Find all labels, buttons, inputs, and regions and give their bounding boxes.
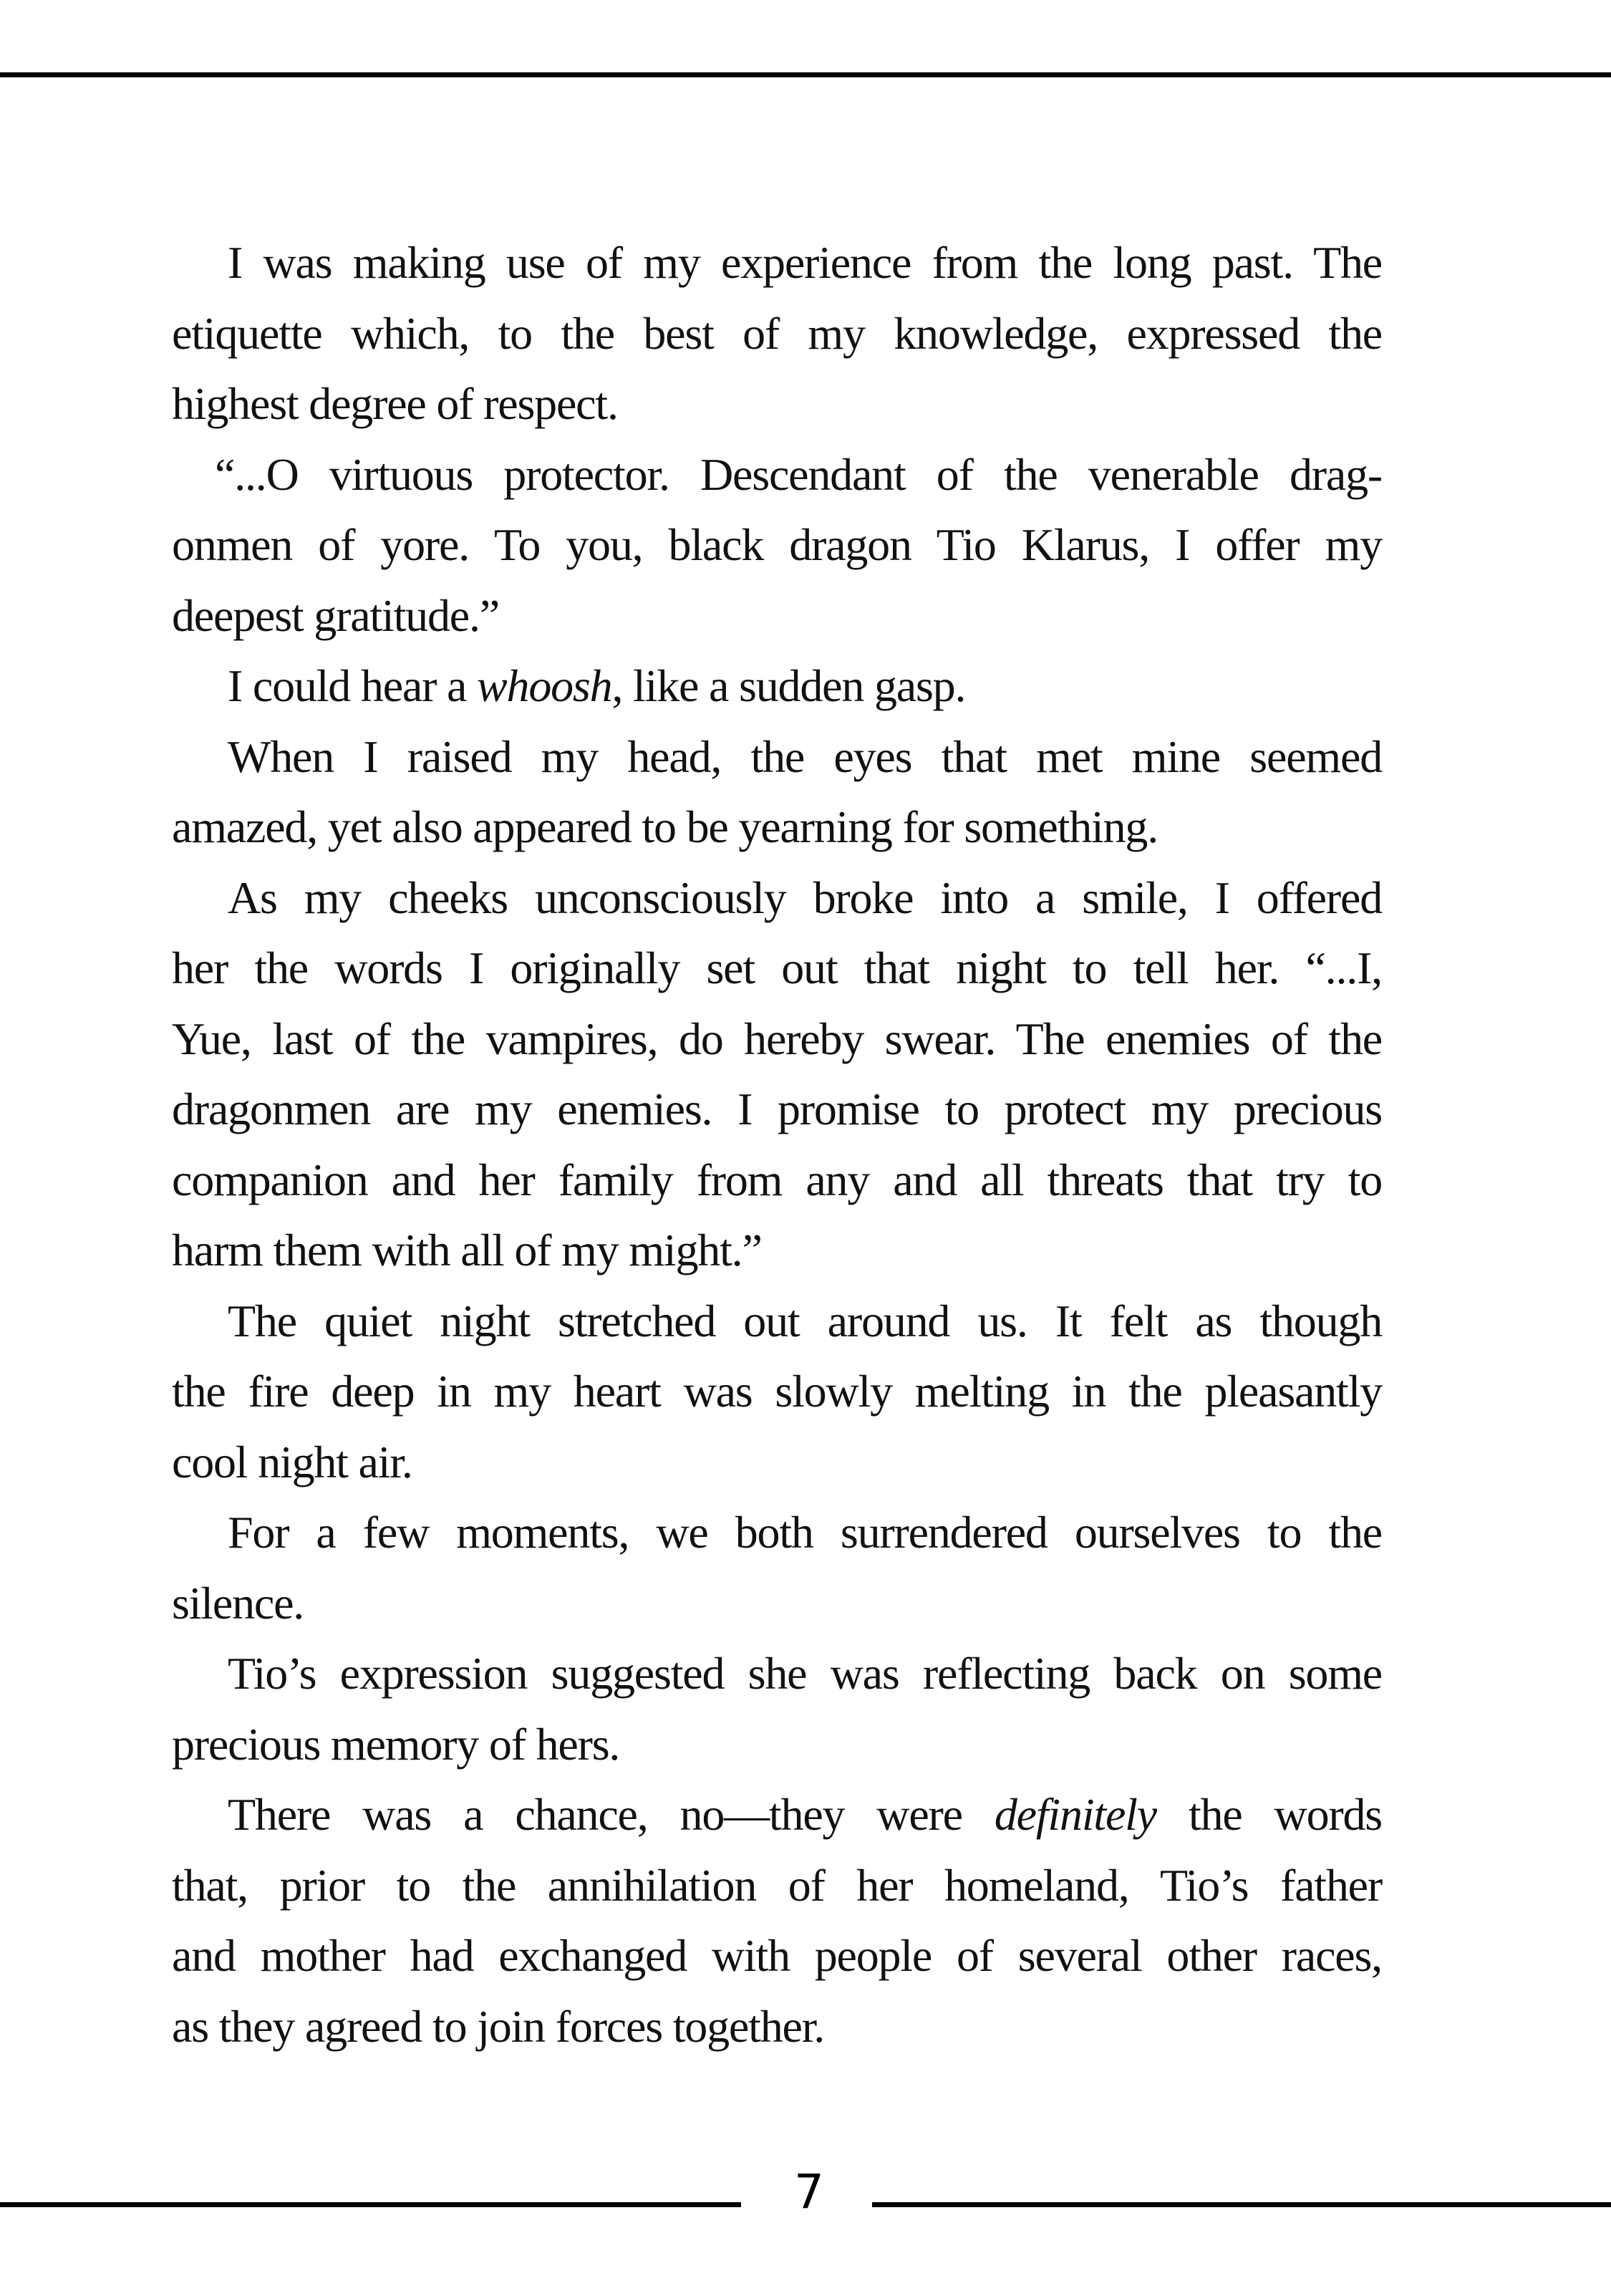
text-line: As my cheeks unconsciously broke into a smile, I offered bbox=[228, 872, 1382, 923]
header-rule bbox=[0, 72, 1611, 77]
text-line: Tio’s expression suggested she was reflecting back on some bbox=[228, 1648, 1382, 1699]
text-line: harm them with all of my might.” bbox=[172, 1225, 762, 1275]
text-line: The quiet night stretched out around us. It felt as though bbox=[228, 1295, 1382, 1346]
text-line: precious memory of hers. bbox=[172, 1718, 620, 1770]
text-line: I was making use of my experience from the long past. The bbox=[228, 237, 1382, 288]
text-line: as they agreed to join forces together. bbox=[172, 2000, 825, 2052]
text-line: For a few moments, we both surrendered ourselves to the bbox=[228, 1507, 1382, 1558]
page-number: 7 bbox=[794, 2164, 824, 2219]
text-segment: , like a sudden gasp. bbox=[611, 660, 966, 711]
text-line bbox=[172, 651, 1382, 722]
text-line: etiquette which, to the best of my knowledge, expressed the bbox=[172, 307, 1382, 359]
text-line: When I raised my head, the eyes that met mine seemed bbox=[228, 730, 1382, 782]
text-line: the fire deep in my heart was slowly melting in the pleasantly bbox=[172, 1366, 1382, 1417]
footer-rule-left bbox=[0, 2202, 741, 2207]
text-line: dragonmen are my enemies. I promise to protect my precious bbox=[172, 1084, 1382, 1134]
text-segment: I could hear a bbox=[228, 660, 478, 711]
text-line: cool night air. bbox=[172, 1436, 412, 1487]
text-line bbox=[172, 1780, 1382, 1851]
text-line: and mother had exchanged with people of several other races, bbox=[172, 1930, 1382, 1981]
text-line: amazed, yet also appeared to be yearning for something. bbox=[172, 801, 1158, 852]
text-line: “...O virtuous protector. Descendant of the venerable drag- bbox=[215, 448, 1382, 500]
text-line: highest degree of respect. bbox=[172, 378, 618, 429]
body-text bbox=[172, 228, 1382, 2062]
emphasized-word: definitely bbox=[994, 1789, 1156, 1840]
text-line: her the words I originally set out that night to tell her. “...I, bbox=[172, 942, 1382, 993]
text-line: deepest gratitude.” bbox=[172, 589, 499, 641]
emphasized-word: whoosh bbox=[477, 660, 612, 711]
text-line: silence. bbox=[172, 1577, 304, 1629]
footer-rule-right bbox=[872, 2202, 1611, 2207]
text-segment: There was a chance, no—they were bbox=[228, 1789, 995, 1840]
text-line: that, prior to the annihilation of her homeland, Tio’s father bbox=[172, 1859, 1382, 1911]
text-segment: the words bbox=[1156, 1789, 1382, 1840]
text-line: onmen of yore. To you, black dragon Tio Klarus, I offer my bbox=[172, 519, 1382, 570]
text-line: companion and her family from any and all threats that try to bbox=[172, 1154, 1382, 1205]
text-line: Yue, last of the vampires, do hereby swear. The enemies of the bbox=[172, 1013, 1382, 1064]
